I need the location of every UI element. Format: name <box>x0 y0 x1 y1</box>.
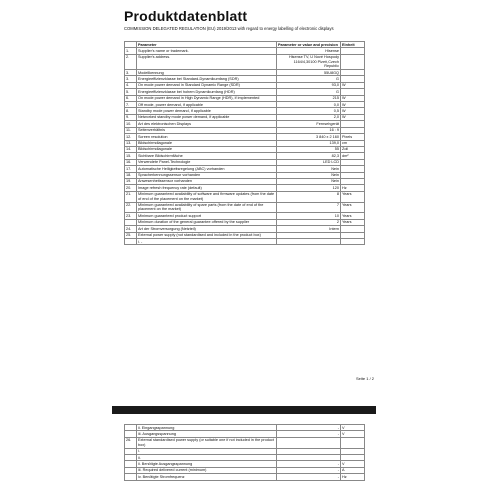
row-value: 2,0 <box>277 114 341 120</box>
row-value: 0,0 <box>277 102 341 108</box>
row-unit: V <box>341 425 365 431</box>
row-number: 13. <box>125 140 137 146</box>
row-parameter: Anwesenheitssensor vorhanden <box>137 178 277 184</box>
row-parameter: ii. Eingangsspannung <box>137 425 277 431</box>
row-unit: Years <box>341 191 365 202</box>
row-number: 1. <box>125 48 137 54</box>
row-parameter: i. - <box>137 239 277 245</box>
row-unit: W <box>341 102 365 108</box>
row-parameter: Art der Stromversorgung (Netzteil) <box>137 226 277 232</box>
table-row <box>125 202 365 213</box>
row-unit: W <box>341 114 365 120</box>
row-unit: W <box>341 95 365 101</box>
datasheet-table <box>124 41 365 245</box>
row-value: Fernsehgerät <box>277 121 341 127</box>
row-number: 6. <box>125 95 137 101</box>
row-number: 4. <box>125 82 137 88</box>
row-value: 10 <box>277 213 341 219</box>
row-value: - <box>277 425 341 431</box>
table-row <box>125 437 365 448</box>
row-value: 8 <box>277 191 341 202</box>
row-unit <box>341 239 365 245</box>
row-number: 8. <box>125 108 137 114</box>
document-title: Produktdatenblatt <box>124 8 248 24</box>
row-number: 10. <box>125 121 137 127</box>
row-parameter: ii. Benötigte Ausgangsspannung <box>137 461 277 467</box>
row-number: 25. <box>125 232 137 238</box>
row-value: - <box>277 431 341 437</box>
row-number: 21. <box>125 191 137 202</box>
row-number <box>125 474 137 480</box>
row-number: 17. <box>125 166 137 172</box>
row-parameter: On mode power demand in Standard Dynamic Range (SDR) <box>137 82 277 88</box>
row-unit: W <box>341 108 365 114</box>
row-parameter: External power supply (not standardised and included in the product box) <box>137 232 277 238</box>
row-number: 16. <box>125 159 137 165</box>
row-number: 24. <box>125 226 137 232</box>
row-number: 5. <box>125 89 137 95</box>
row-unit: Years <box>341 202 365 213</box>
row-value: Intern <box>277 226 341 232</box>
row-number: 9. <box>125 114 137 120</box>
row-parameter: Spracherkennungssensor vorhanden <box>137 172 277 178</box>
header-parameter: Parameter <box>137 42 277 48</box>
header-unit: Einheit <box>341 42 365 48</box>
row-number <box>125 239 137 245</box>
row-value: 139,0 <box>277 140 341 146</box>
row-parameter: iii. Required delivered current (minimum) <box>137 467 277 473</box>
page2-table <box>124 424 365 481</box>
row-parameter: Energieeffizienzklasse bei Standard-Dynamikumfang (SDR) <box>137 76 277 82</box>
row-value: Nein <box>277 178 341 184</box>
row-number: 20. <box>125 185 137 191</box>
row-value <box>277 239 341 245</box>
row-parameter: Off mode, power demand, if applicable <box>137 102 277 108</box>
row-value: - <box>277 467 341 473</box>
row-parameter: Minimum guaranteed product support <box>137 213 277 219</box>
row-number: 19. <box>125 178 137 184</box>
row-parameter: Bildschirmdiagonale <box>137 146 277 152</box>
row-unit: V <box>341 431 365 437</box>
row-parameter: Screen resolution <box>137 134 277 140</box>
row-value: - <box>277 474 341 480</box>
page-separator-bar <box>112 406 376 414</box>
row-parameter: Energieeffizienzklasse bei hohem Dynamikumfang (HDR) <box>137 89 277 95</box>
row-value: 215 <box>277 95 341 101</box>
row-unit: Hz <box>341 185 365 191</box>
row-unit: Years <box>341 213 365 219</box>
page2-table-body <box>125 425 365 481</box>
row-parameter: iv. Benötigte Stromfrequenz <box>137 474 277 480</box>
row-parameter: Supplier's name or trademark. <box>137 48 277 54</box>
row-unit <box>341 437 365 448</box>
row-parameter: i. <box>137 448 277 454</box>
datasheet-table-container <box>124 41 365 245</box>
row-number: 26. <box>125 437 137 448</box>
row-unit: dm² <box>341 153 365 159</box>
row-value: 3 840 x 2 160 <box>277 134 341 140</box>
row-parameter: Minimum duration of the general guarantee offered by the supplier <box>137 219 277 225</box>
row-unit: cm <box>341 140 365 146</box>
row-number: 22. <box>125 202 137 213</box>
row-number: 11. <box>125 127 137 133</box>
row-parameter: Art des elektronischen Displays <box>137 121 277 127</box>
row-parameter: External standardised power supply (or suitable one if not included in the product box) <box>137 437 277 448</box>
row-value: - <box>277 461 341 467</box>
row-value: G <box>277 89 341 95</box>
table-row <box>125 239 365 245</box>
row-value: Hisense <box>277 48 341 54</box>
row-number: 15. <box>125 153 137 159</box>
row-number: 2. <box>125 54 137 69</box>
row-parameter: Minimum guaranteed availability of spare parts (from the date of end of the placement on the market) <box>137 202 277 213</box>
row-value: 2 <box>277 219 341 225</box>
row-unit: Years <box>341 219 365 225</box>
row-parameter: Supplier's address. <box>137 54 277 69</box>
row-parameter: On mode power demand in High Dynamic Range (HDR), if implemented <box>137 95 277 101</box>
row-unit: W <box>341 82 365 88</box>
row-value: 55 <box>277 146 341 152</box>
row-value: 82,3 <box>277 153 341 159</box>
table-row <box>125 474 365 480</box>
row-parameter: Standby mode power demand, if applicable <box>137 108 277 114</box>
row-number: 3. <box>125 70 137 76</box>
page2-table-container <box>124 424 365 481</box>
row-value: 55U8GQ <box>277 70 341 76</box>
row-number: 18. <box>125 172 137 178</box>
row-value <box>277 437 341 448</box>
row-parameter: Seitenverhältnis <box>137 127 277 133</box>
row-value: G <box>277 76 341 82</box>
row-unit: Pixels <box>341 134 365 140</box>
row-parameter: Modellkennung <box>137 70 277 76</box>
row-parameter: Automatische Helligkeitsregelung (ABC) vorhanden <box>137 166 277 172</box>
row-value: 16 : 9 <box>277 127 341 133</box>
row-value: 0,5 <box>277 108 341 114</box>
row-parameter: Minimum guaranteed availability of software and firmware updates (from the date of end of the placement on the market) <box>137 191 277 202</box>
row-parameter: iii. Ausgangsspannung <box>137 431 277 437</box>
row-number: 3. <box>125 76 137 82</box>
row-value: 7 <box>277 202 341 213</box>
row-unit <box>341 54 365 69</box>
row-parameter: Networked standby mode power demand, if applicable <box>137 114 277 120</box>
row-value: Hisense TV, U Nové Hospody 1164/4,30100 Plzeň,Czech Republic <box>277 54 341 69</box>
row-unit: A <box>341 467 365 473</box>
page-number: Seite 1 / 2 <box>356 376 375 381</box>
row-unit: V <box>341 461 365 467</box>
regulation-subtitle: COMMISSION DELEGATED REGULATION (EU) 2019/2013 with regard to energy labelling of electronic displays <box>124 26 334 31</box>
row-value: 93,0 <box>277 82 341 88</box>
row-parameter: Sichtbare Bildschirmfläche <box>137 153 277 159</box>
row-number: 7. <box>125 102 137 108</box>
row-value: LED LCD <box>277 159 341 165</box>
row-parameter: ii. <box>137 455 277 461</box>
row-parameter: Image refresh frequency rate (default) <box>137 185 277 191</box>
row-number: 14. <box>125 146 137 152</box>
row-value: Nein <box>277 172 341 178</box>
row-number: 23. <box>125 213 137 219</box>
table-row <box>125 54 365 69</box>
row-value: 120 <box>277 185 341 191</box>
datasheet-table-body <box>125 48 365 245</box>
row-value: Nein <box>277 166 341 172</box>
row-parameter: Verwendete Panel-Technologie <box>137 159 277 165</box>
table-row <box>125 191 365 202</box>
header-value: Parameter or value and precision <box>277 42 341 48</box>
row-number: 12. <box>125 134 137 140</box>
row-parameter: Bildschirmdiagonale <box>137 140 277 146</box>
row-unit: Zoll <box>341 146 365 152</box>
row-unit: Hz <box>341 474 365 480</box>
